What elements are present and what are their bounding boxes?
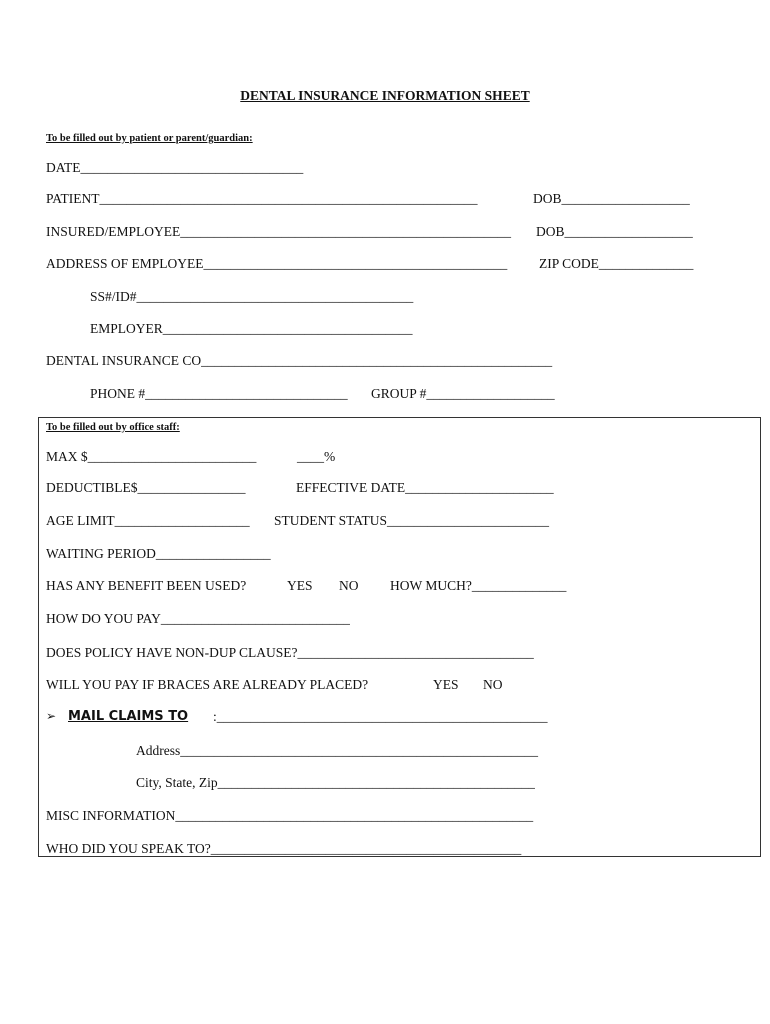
patient-dob-field[interactable]: DOB___________________: [533, 191, 690, 206]
misc-information-field[interactable]: MISC INFORMATION_____________________________________________________: [46, 808, 534, 823]
insured-dob-field[interactable]: DOB___________________: [536, 224, 693, 239]
patient-field[interactable]: PATIENT________________________________________________________: [46, 191, 478, 206]
arrow-bullet-icon: ➢: [46, 709, 57, 723]
claims-city-state-zip-field[interactable]: City, State, Zip_______________________________________________: [136, 775, 535, 790]
braces-no[interactable]: NO: [483, 677, 503, 692]
percent-field[interactable]: ____%: [297, 449, 336, 464]
benefit-used-no[interactable]: NO: [339, 578, 359, 593]
dental-insurance-co-field[interactable]: DENTAL INSURANCE CO____________________________________________________: [46, 353, 553, 368]
how-pay-field[interactable]: HOW DO YOU PAY____________________________: [46, 611, 350, 626]
student-status-field[interactable]: STUDENT STATUS________________________: [274, 513, 550, 528]
deductible-field[interactable]: DEDUCTIBLE$________________: [46, 480, 246, 495]
non-dup-clause-field[interactable]: DOES POLICY HAVE NON-DUP CLAUSE?___________________________________: [46, 645, 534, 660]
zip-code-field[interactable]: ZIP CODE______________: [539, 256, 694, 271]
phone-field[interactable]: PHONE #______________________________: [90, 386, 348, 401]
waiting-period-field[interactable]: WAITING PERIOD_________________: [46, 546, 271, 561]
mail-claims-label: MAIL CLAIMS TO: [68, 709, 189, 724]
max-field[interactable]: MAX $_________________________: [46, 449, 257, 464]
braces-label: WILL YOU PAY IF BRACES ARE ALREADY PLACED?: [46, 677, 369, 692]
patient-section-heading: To be filled out by patient or parent/guardian:: [46, 133, 253, 144]
office-section-heading: To be filled out by office staff:: [46, 422, 180, 433]
benefit-used-label: HAS ANY BENEFIT BEEN USED?: [46, 578, 247, 593]
employer-field[interactable]: EMPLOYER_____________________________________: [90, 321, 413, 336]
who-did-you-speak-to-field[interactable]: WHO DID YOU SPEAK TO?______________________________________________: [46, 841, 522, 856]
how-much-field[interactable]: HOW MUCH?______________: [390, 578, 567, 593]
ss-id-field[interactable]: SS#/ID#_________________________________________: [90, 289, 414, 304]
employee-address-field[interactable]: ADDRESS OF EMPLOYEE_____________________________________________: [46, 256, 508, 271]
claims-address-field[interactable]: Address_____________________________________________________: [136, 743, 538, 758]
date-field[interactable]: DATE_________________________________: [46, 160, 304, 175]
mail-claims-field[interactable]: :_________________________________________________: [213, 709, 548, 724]
page-title: DENTAL INSURANCE INFORMATION SHEET: [240, 88, 530, 103]
insured-employee-field[interactable]: INSURED/EMPLOYEE_________________________________________________: [46, 224, 511, 239]
effective-date-field[interactable]: EFFECTIVE DATE______________________: [296, 480, 554, 495]
braces-yes[interactable]: YES: [433, 677, 459, 692]
age-limit-field[interactable]: AGE LIMIT____________________: [46, 513, 250, 528]
benefit-used-yes[interactable]: YES: [287, 578, 313, 593]
group-field[interactable]: GROUP #___________________: [371, 386, 555, 401]
